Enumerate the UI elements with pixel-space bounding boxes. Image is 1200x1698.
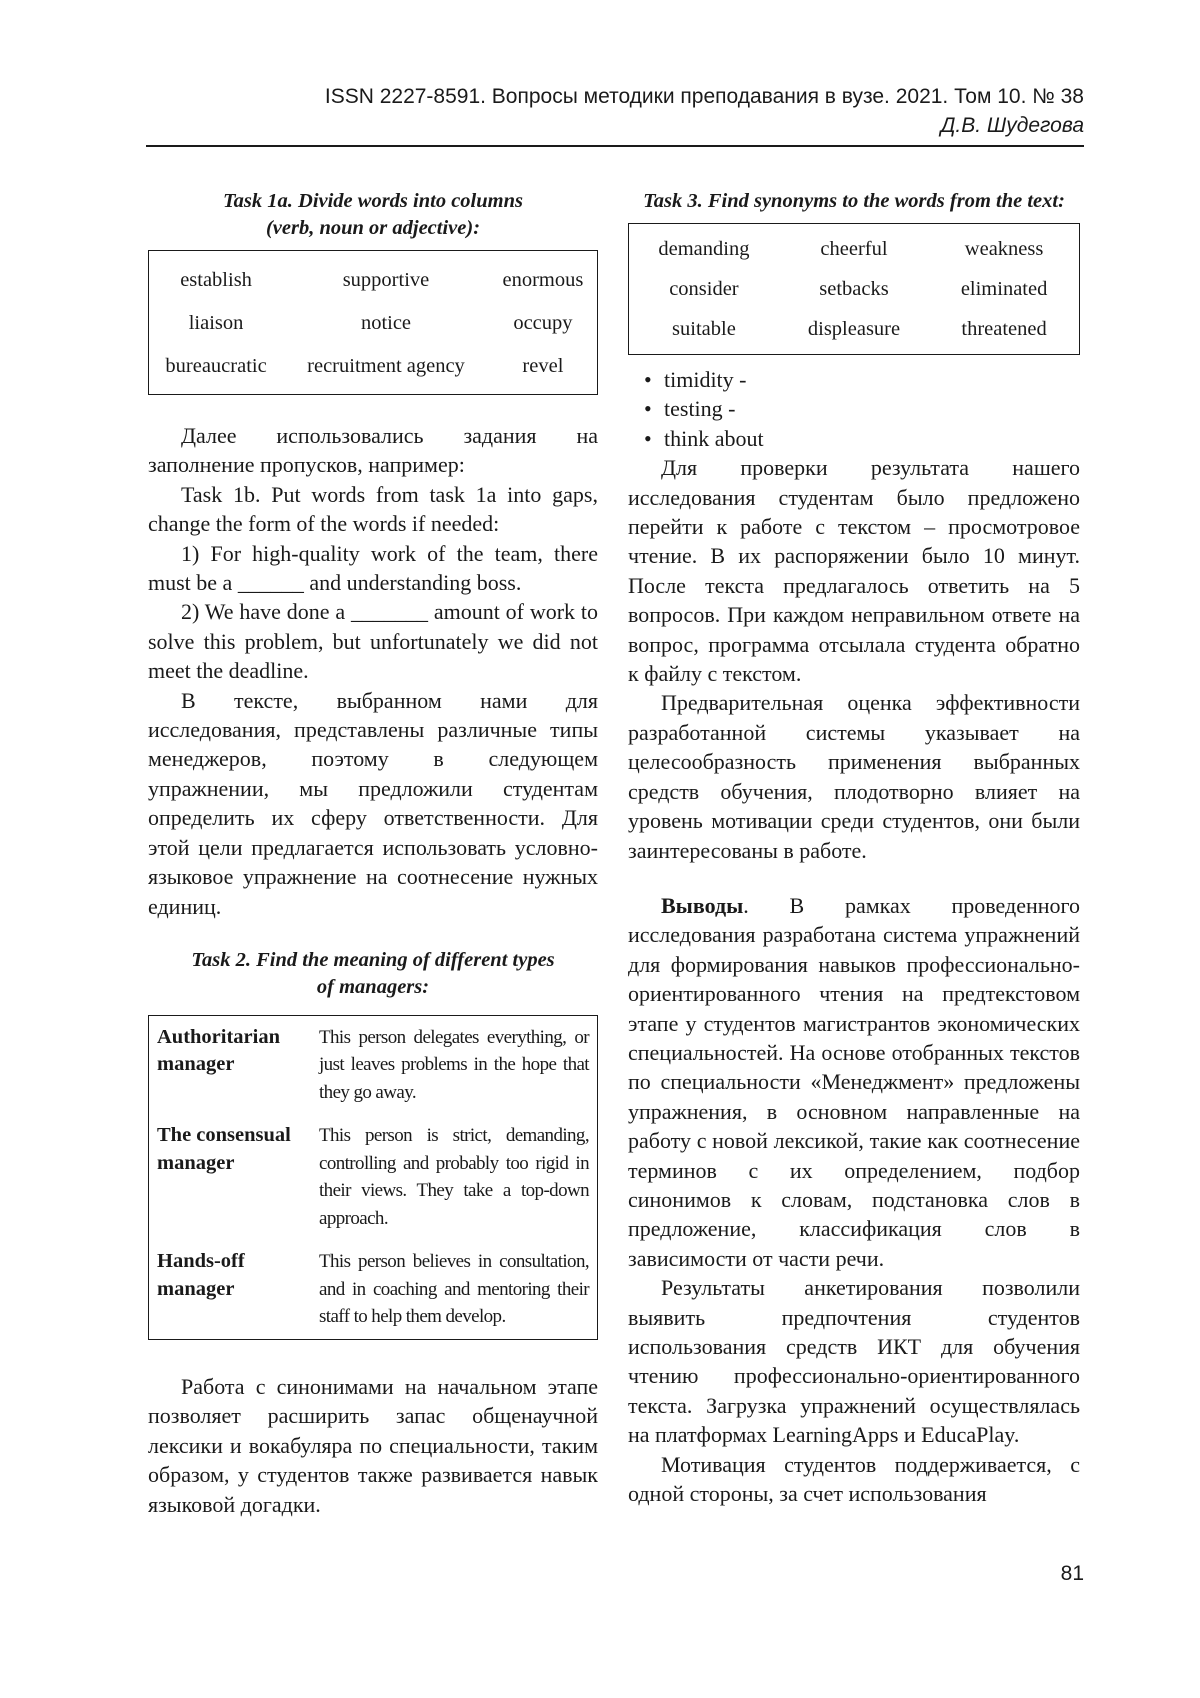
paragraph: 1) For high-quality work of the team, there must be a ______ and understanding boss. [148,540,598,596]
page-number: 81 [1060,1562,1084,1585]
task3-synonym-table [628,223,1080,355]
list-item: • testing - [664,394,1080,423]
table-cell: setbacks [819,278,889,301]
table-row [149,345,598,395]
table-cell: establish [180,268,252,291]
manager-term: Hands-off manager [157,1250,245,1300]
table-row [629,270,1080,310]
table-row [149,251,598,303]
author-line: Д.В. Шудегова [940,114,1084,137]
paragraph: Работа с синонимами на начальном этапе позволяет расширить запас общенаучной лексики и вокабуляра по специальности, таким образом, у студентов также развивается навык языковой догадки. [148,1373,598,1517]
task2-manager-table [148,1015,598,1340]
conclusions-paragraph: Выводы. В рамках проведенного исследования разработана система упражнений для формирования навыков профессионально-ориентированного чтения на предтекстовом этапе у студентов магистрантов экономических специальностей. На основе отобранных текстов по специальности «Менеджмент» предложены упражнения, в основном направленные на работу с новой лексикой, такие как соотнесение терминов с их определением, подбор синонимов к словам, подстановка слов в предложение, классификация слов в зависимости от части речи. [628,892,1080,1271]
table-cell: demanding [658,238,750,261]
table-cell: enormous [502,268,584,291]
right-column [628,188,1080,1508]
manager-term: Authoritarian manager [157,1025,280,1076]
table-row [629,224,1080,271]
table-cell: displeasure [807,318,901,341]
table-cell: recruitment agency [307,354,465,377]
table-cell: suitable [672,318,736,341]
left-column [148,188,598,1519]
table-cell: weakness [964,238,1044,261]
table-cell: revel [522,354,564,377]
paragraph: Для проверки результата нашего исследования студентам было предложено перейти к работе с текстом – просмотровое чтение. В их распоряжении было 10 минут. После текста предлагалось ответить на 5 вопросов. При каждом неправильном ответе на вопрос, программа отсылала студента обратно к файлу с текстом. [628,455,1080,687]
conclusions-heading: Выводы [661,892,744,918]
manager-definition: This person believes in consultation, and in coaching and mentoring their staff to help them develop. [319,1251,589,1328]
task1a-word-table [148,250,598,395]
paragraph: Предварительная оценка эффективности разработанной системы указывает на целесообразность применения выбранных средств обучения, плодотворно влияет на уровень мотивации среди студентов, они были заинтересованы в работе. [628,690,1080,863]
manager-definition: This person delegates everything, or just leaves problems in the hope that they go away. [319,1026,589,1103]
table-row [149,1240,598,1339]
task2-caption: Task 2. Find the meaning of different types of managers: [191,948,555,998]
paragraph: Task 1b. Put words from task 1a into gaps, change the form of the words if needed: [148,481,598,537]
table-cell: liaison [188,311,244,334]
paragraph: В тексте, выбранном нами для исследования, представлены различные типы менеджеров, поэтому в следующем упражнении, мы предложили студентам определить их сферу ответственности. Для этой цели предлагается использовать условно-языковое упражнение на соотнесение нужных единиц. [148,687,598,919]
task3-caption: Task 3. Find synonyms to the words from the text: [643,190,1065,212]
paragraph: Мотивация студентов поддерживается, с одной стороны, за счет использования [628,1451,1080,1507]
table-row [629,310,1080,355]
table-cell: threatened [961,318,1047,341]
table-cell: consider [669,278,739,301]
table-cell: notice [360,311,412,334]
list-item: • timidity - [664,365,1080,394]
paragraph: 2) We have done a _______ amount of work to solve this problem, but unfortunately we did not meet the deadline. [148,599,598,684]
manager-definition: This person is strict, demanding, controlling and probably too rigid in their views. They take a top-down approach. [319,1125,589,1229]
table-row [149,302,598,345]
list-item: • think about [664,424,1080,453]
table-cell: eliminated [960,278,1048,301]
table-cell: supportive [342,268,430,291]
task1a-caption: Task 1a. Divide words into columns (verb, noun or adjective): [223,190,523,239]
table-row [149,1114,598,1240]
running-header [146,82,1084,140]
table-cell: occupy [513,311,573,334]
table-cell: bureaucratic [165,354,267,377]
table-cell: cheerful [820,238,888,261]
paragraph: Результаты анкетирования позволили выявить предпочтения студентов использования средств ИКТ для обучения чтению профессионально-ориентированного текста. Загрузка упражнений осуществлялась на платформах LearningApps и EducaPlay. [628,1275,1080,1448]
journal-line: ISSN 2227-8591. Вопросы методики преподавания в вузе. 2021. Том 10. № 38 [324,85,1084,108]
header-rule [146,145,1084,147]
table-row [149,1015,598,1114]
paragraph: Далее использовались задания на заполнение пропусков, например: [148,423,598,478]
synonym-bullet-list [628,365,1080,453]
manager-term: The consensual manager [157,1124,291,1174]
